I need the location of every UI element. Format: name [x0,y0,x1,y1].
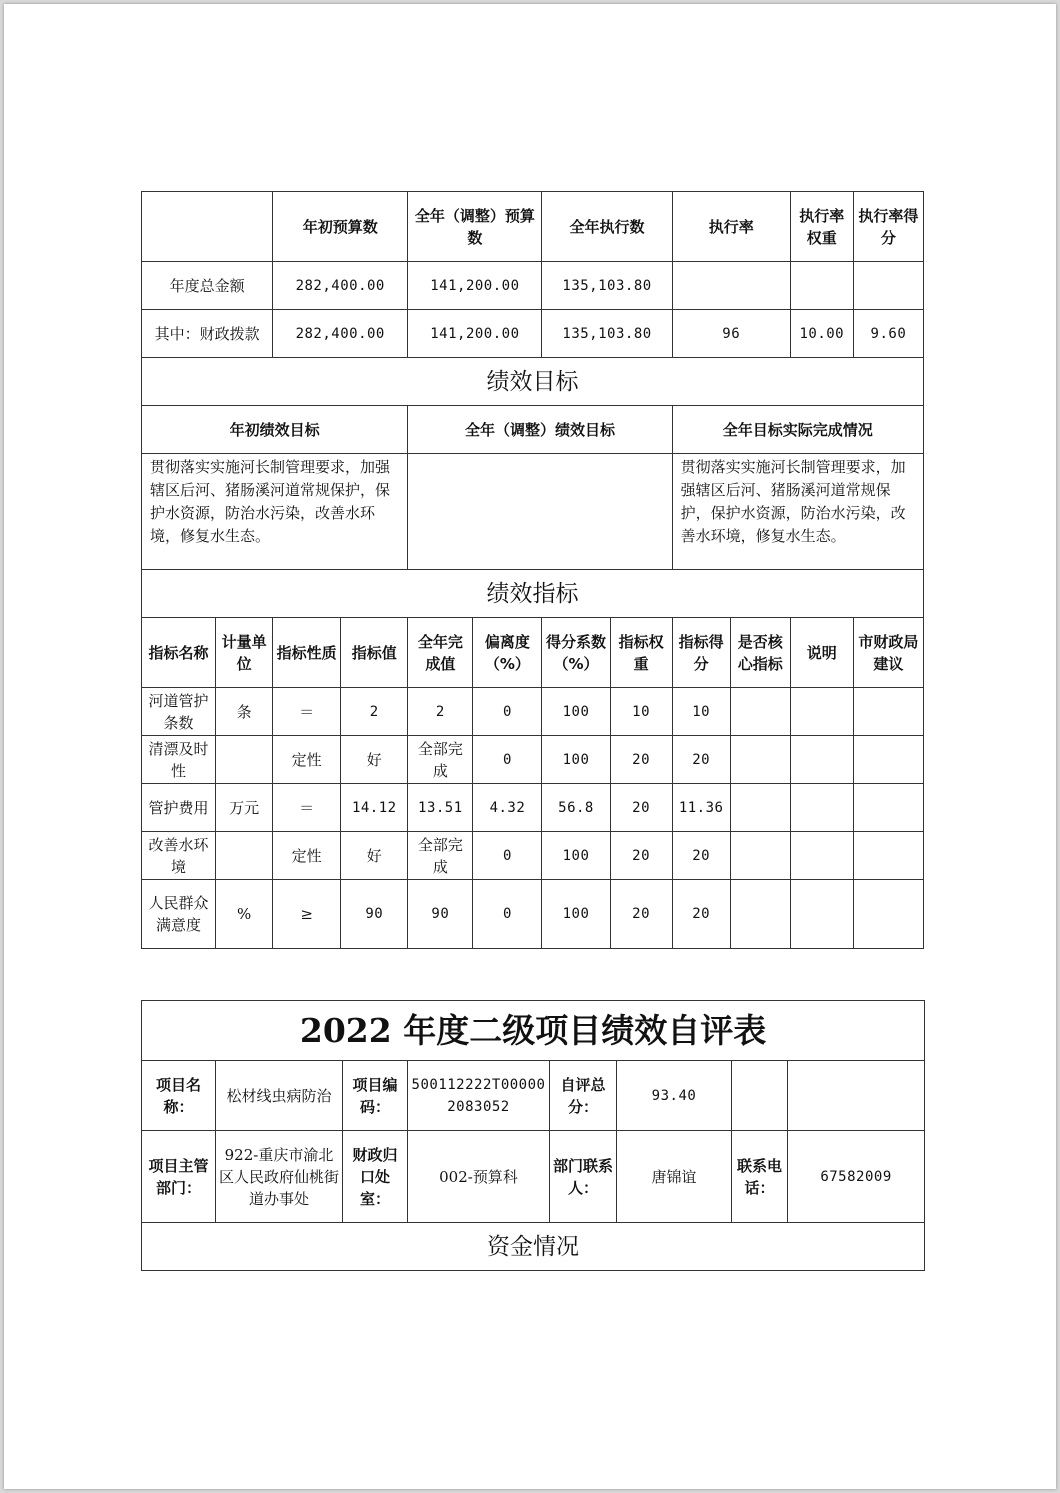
indicator-nature: 定性 [273,832,341,880]
indicator-dev: 0 [473,736,542,784]
phone-value: 67582009 [788,1131,925,1223]
indicator-coef: 100 [542,688,610,736]
indicator-name: 人民群众满意度 [142,880,216,949]
indicator-core [730,736,790,784]
indicator-dev: 0 [473,832,542,880]
row-label: 其中：财政拨款 [142,310,273,358]
form-title: 2022 年度二级项目绩效自评表 [142,1001,925,1061]
indicator-core [730,784,790,832]
form-row-project [142,1061,925,1131]
budget-header-blank [142,192,273,262]
indicator-advice [853,736,923,784]
indicator-value: 2 [341,688,408,736]
adjusted-value: 141,200.00 [408,262,542,310]
indicator-nature: 定性 [273,736,341,784]
indicator-core [730,880,790,949]
indicator-weight: 20 [610,880,672,949]
initial-goal-text: 贯彻落实实施河长制管理要求，加强辖区后河、猪肠溪河道常规保护，保护水资源，防治水污染，改善水环境，修复水生态。 [142,454,408,570]
indicator-done: 全部完成 [408,832,473,880]
header-actual: 全年目标实际完成情况 [672,406,923,454]
indicator-note [790,736,853,784]
indicator-weight: 10 [610,688,672,736]
table-row [142,688,924,736]
project-name-value: 松材线虫病防治 [216,1061,343,1131]
table-row [142,832,924,880]
indicator-value: 好 [341,832,408,880]
row-label: 年度总金额 [142,262,273,310]
header-core: 是否核心指标 [730,618,790,688]
header-done: 全年完成值 [408,618,473,688]
header-coef: 得分系数（%） [542,618,610,688]
indicator-note [790,832,853,880]
indicator-score: 10 [672,688,730,736]
indicator-nature: ＝ [273,688,341,736]
executed-value: 135,103.80 [542,262,672,310]
indicator-done: 2 [408,688,473,736]
indicator-unit: 万元 [216,784,273,832]
indicator-done: 全部完成 [408,736,473,784]
table-row [142,784,924,832]
header-executed: 全年执行数 [542,192,672,262]
header-rate-score: 执行率得分 [853,192,923,262]
self-eval-form [141,1000,925,1271]
project-name-label: 项目名称： [142,1061,216,1131]
indicator-advice [853,880,923,949]
indicator-nature: ＝ [273,784,341,832]
performance-table [141,191,924,949]
header-dev: 偏离度（%） [473,618,542,688]
indicator-dev: 0 [473,688,542,736]
indicator-coef: 100 [542,880,610,949]
goals-section-row [142,358,924,406]
executed-value: 135,103.80 [542,310,672,358]
indicator-note [790,784,853,832]
goals-header-row [142,406,924,454]
header-unit: 计量单位 [216,618,273,688]
actual-text: 贯彻落实实施河长制管理要求，加强辖区后河、猪肠溪河道常规保护，保护水资源，防治水污染，改善水环境，修复水生态。 [672,454,923,570]
indicator-value: 好 [341,736,408,784]
initial-value: 282,400.00 [273,262,408,310]
indicator-unit [216,832,273,880]
indicator-done: 13.51 [408,784,473,832]
indicator-weight: 20 [610,784,672,832]
indicator-value: 90 [341,880,408,949]
table-row [142,736,924,784]
indicator-unit: 条 [216,688,273,736]
header-exec-rate: 执行率 [672,192,790,262]
contact-value: 唐锦谊 [617,1131,732,1223]
form-row-dept [142,1131,925,1223]
initial-value: 282,400.00 [273,310,408,358]
indicator-score: 20 [672,832,730,880]
header-name: 指标名称 [142,618,216,688]
indicators-section-title: 绩效指标 [142,570,924,618]
header-advice: 市财政局建议 [853,618,923,688]
score-value [853,262,923,310]
indicator-coef: 56.8 [542,784,610,832]
phone-label: 联系电话： [732,1131,788,1223]
goals-section-title: 绩效目标 [142,358,924,406]
self-score-label: 自评总分： [550,1061,617,1131]
indicator-core [730,688,790,736]
indicator-done: 90 [408,880,473,949]
rate-value [672,262,790,310]
indicator-name: 清漂及时性 [142,736,216,784]
indicators-section-row [142,570,924,618]
dept-value: 922-重庆市渝北区人民政府仙桃街道办事处 [216,1131,343,1223]
indicator-dev: 0 [473,880,542,949]
indicator-score: 11.36 [672,784,730,832]
weight-value: 10.00 [790,310,853,358]
indicator-note [790,688,853,736]
indicator-unit [216,736,273,784]
budget-header-row [142,192,924,262]
indicator-weight: 20 [610,736,672,784]
indicator-name: 改善水环境 [142,832,216,880]
empty-cell [788,1061,925,1131]
indicator-name: 管护费用 [142,784,216,832]
project-code-label: 项目编码： [343,1061,408,1131]
indicator-advice [853,832,923,880]
budget-row-total [142,262,924,310]
indicator-note [790,880,853,949]
indicator-coef: 100 [542,832,610,880]
adjusted-value: 141,200.00 [408,310,542,358]
contact-label: 部门联系人： [550,1131,617,1223]
indicator-dev: 4.32 [473,784,542,832]
indicator-advice [853,688,923,736]
table-row [142,880,924,949]
header-adjusted-budget: 全年（调整）预算数 [408,192,542,262]
header-nature: 指标性质 [273,618,341,688]
weight-value [790,262,853,310]
funds-section-row [142,1223,925,1271]
indicator-advice [853,784,923,832]
indicator-score: 20 [672,880,730,949]
rate-value: 96 [672,310,790,358]
indicator-unit: % [216,880,273,949]
header-adjusted-goal: 全年（调整）绩效目标 [408,406,672,454]
budget-row-fiscal [142,310,924,358]
indicator-nature: ≥ [273,880,341,949]
self-score-value: 93.40 [617,1061,732,1131]
empty-cell [732,1061,788,1131]
score-value: 9.60 [853,310,923,358]
header-rate-weight: 执行率权重 [790,192,853,262]
header-value: 指标值 [341,618,408,688]
header-weight: 指标权重 [610,618,672,688]
header-note: 说明 [790,618,853,688]
goals-content-row [142,454,924,570]
header-initial-goal: 年初绩效目标 [142,406,408,454]
adjusted-goal-text [408,454,672,570]
indicator-score: 20 [672,736,730,784]
indicator-value: 14.12 [341,784,408,832]
finance-office-label: 财政归口处室： [343,1131,408,1223]
funds-section-title: 资金情况 [142,1223,925,1271]
header-initial-budget: 年初预算数 [273,192,408,262]
indicators-header-row [142,618,924,688]
finance-office-value: 002-预算科 [408,1131,550,1223]
form-title-row [142,1001,925,1061]
indicator-weight: 20 [610,832,672,880]
header-score: 指标得分 [672,618,730,688]
project-code-value: 500112222T000002083052 [408,1061,550,1131]
indicator-name: 河道管护条数 [142,688,216,736]
indicator-coef: 100 [542,736,610,784]
dept-label: 项目主管部门： [142,1131,216,1223]
indicator-core [730,832,790,880]
